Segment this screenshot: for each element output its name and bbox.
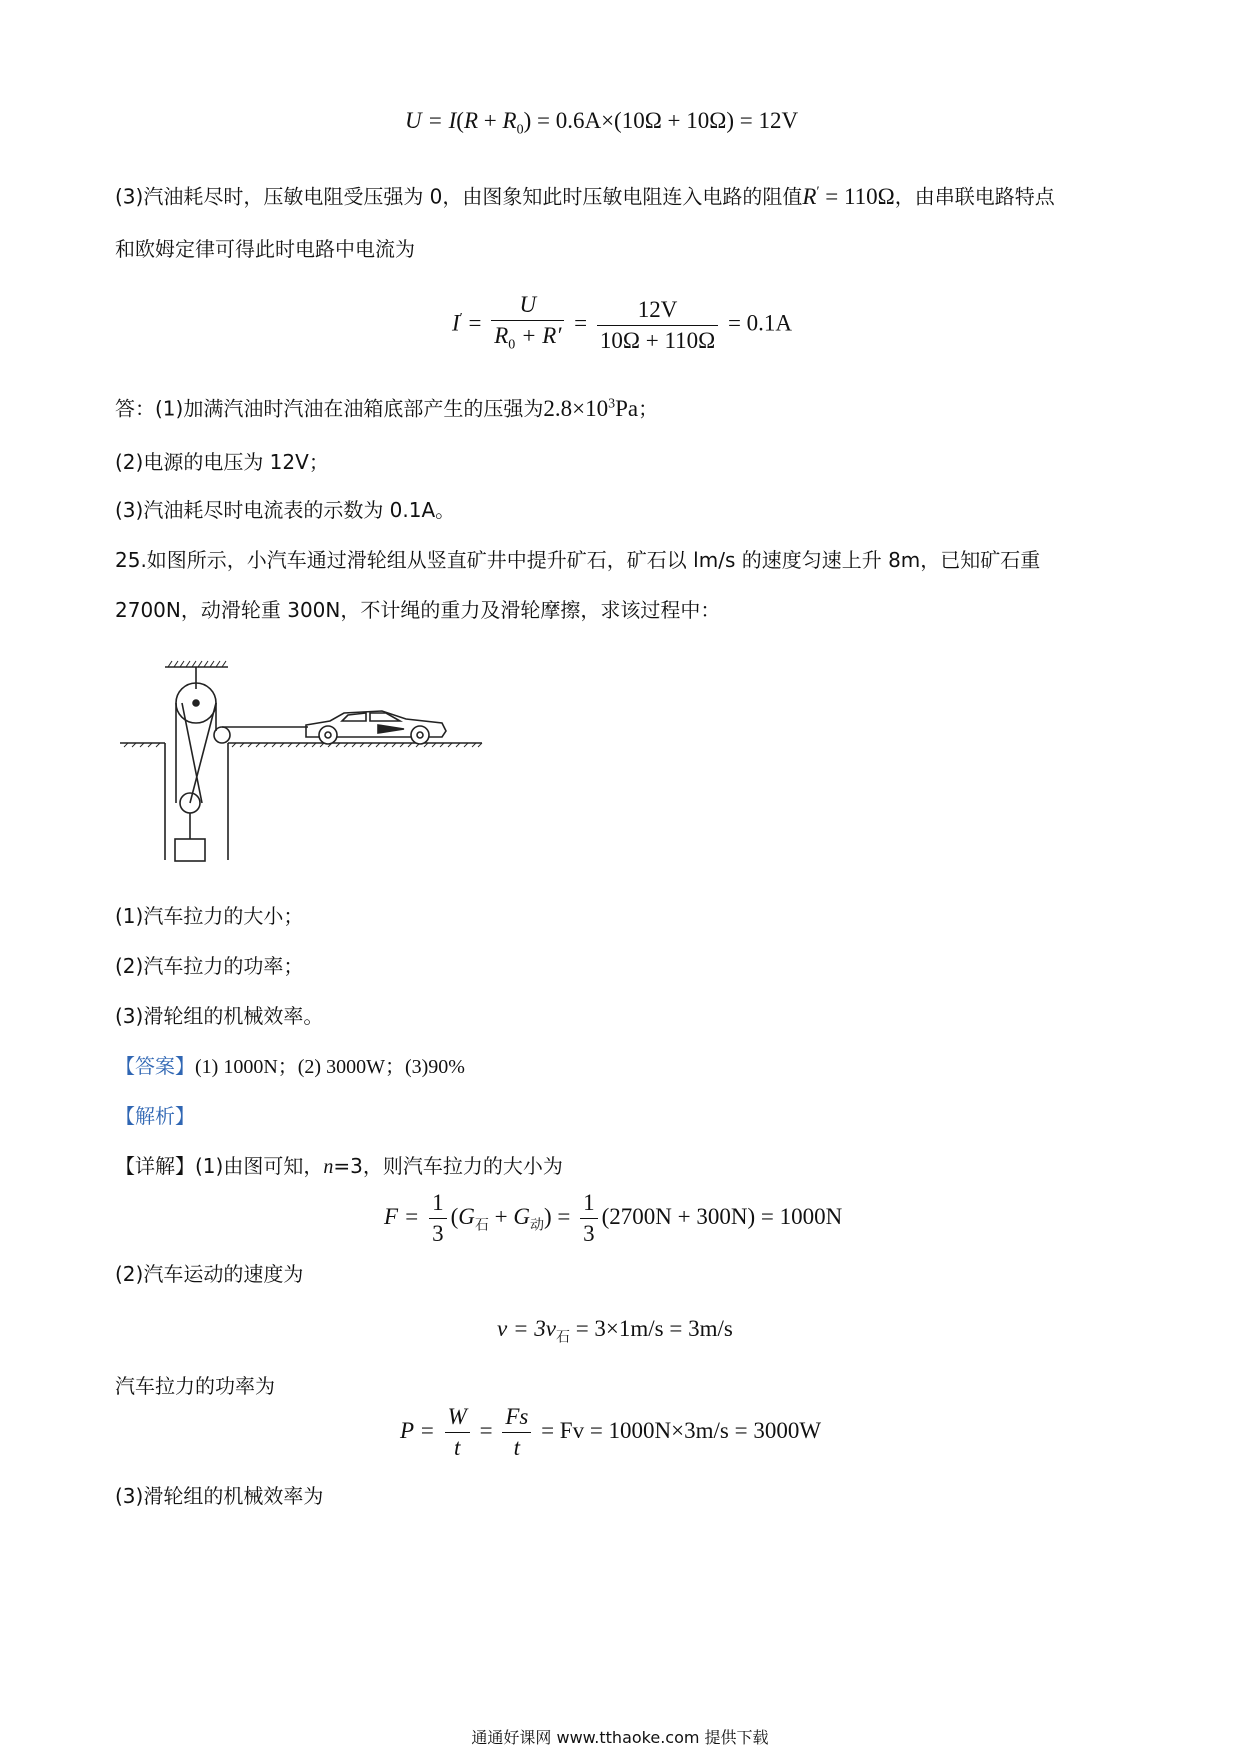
eq-text: =: [551, 1203, 577, 1229]
eq-text: = Fv = 1000N×3m/s = 3000W: [535, 1417, 822, 1443]
paragraph-text: 和欧姆定律可得此时电路中电流为: [115, 237, 415, 261]
eq-text: U: [519, 292, 537, 317]
eq-text: +: [488, 1203, 514, 1229]
eq-text: 动: [529, 1218, 544, 1234]
eq-text: ′: [816, 184, 820, 199]
eq-text: 石: [555, 1330, 570, 1346]
fraction: [502, 1402, 531, 1463]
eq-text: t: [454, 1435, 461, 1460]
paragraph-text: (3)汽油耗尽时，压敏电阻受压强为 0，由图象知此时压敏电阻连入电路的阻值: [115, 184, 803, 209]
equation-force: [384, 1188, 842, 1249]
eq-text: R: [502, 108, 517, 133]
eq-text: Fs: [505, 1404, 529, 1429]
eq-text: 3: [608, 396, 616, 411]
paragraph-3: [115, 178, 1055, 211]
paragraph-text: =3，则汽车拉力的大小为: [333, 1154, 563, 1178]
eq-text: R: [802, 183, 817, 209]
detail-line: [115, 1152, 563, 1181]
equation-power: [400, 1402, 821, 1463]
eq-text: 3: [432, 1221, 444, 1246]
eq-text: P =: [400, 1417, 441, 1443]
eq-text: Pa: [615, 395, 639, 421]
eq-text: R: [463, 108, 479, 133]
answer-line: [115, 1052, 465, 1081]
analysis-tag: 【解析】: [115, 1104, 195, 1128]
fraction: [580, 1188, 598, 1249]
fraction: [597, 295, 718, 356]
eq-text: G: [458, 1203, 475, 1229]
eq-text: v = 3: [497, 1316, 546, 1341]
eq-text: =: [462, 310, 488, 336]
eq-text: 1: [580, 1188, 598, 1219]
eq-text: 2.8×10: [543, 395, 609, 421]
answer-tag: 【答案】: [115, 1054, 195, 1078]
eq-text: 0: [516, 122, 524, 138]
paragraph-text: (1)由图可知，: [195, 1154, 324, 1178]
eq-text: G: [513, 1203, 530, 1229]
question-25-line2: 2700N，动滑轮重 300N，不计绳的重力及滑轮摩擦，求该过程中：: [115, 598, 721, 622]
eq-text: R: [494, 323, 509, 348]
answer-3: (3)汽油耗尽时电流表的示数为 0.1A。: [115, 498, 456, 522]
detail-tag: 【详解】: [115, 1154, 195, 1178]
eq-text: 12V: [597, 295, 718, 326]
equation-voltage: [405, 108, 798, 139]
eq-text: = 0.1A: [722, 310, 793, 336]
eq-text: = 110Ω: [819, 183, 895, 209]
paragraph-text: 答：(1)加满汽油时汽油在油箱底部产生的压强为: [115, 396, 544, 421]
eq-text: = 0.6A×(10Ω + 10Ω) = 12V: [531, 108, 799, 133]
eq-text: 3: [583, 1221, 595, 1246]
eq-text: t: [513, 1435, 520, 1460]
eq-text: n: [323, 1156, 334, 1178]
question-25-line1: 25.如图所示，小汽车通过滑轮组从竖直矿井中提升矿石，矿石以 lm/s 的速度匀速上升 8m，已知矿石重: [115, 548, 1041, 572]
eq-text: F =: [384, 1203, 426, 1229]
eq-text: 10Ω + 110Ω: [599, 327, 716, 353]
eq-text: =: [568, 310, 593, 336]
speed-label: (2)汽车运动的速度为: [115, 1262, 304, 1286]
eq-text: + R′: [515, 323, 562, 348]
eq-text: ′: [459, 310, 463, 326]
analysis-line: [115, 1102, 195, 1130]
power-label: 汽车拉力的功率为: [115, 1374, 275, 1398]
fraction: [445, 1402, 470, 1463]
eq-text: = 3×1m/s = 3m/s: [569, 1316, 733, 1341]
eq-text: +: [478, 108, 503, 133]
eq-text: 1: [429, 1188, 447, 1219]
question-25-sub2: (2)汽车拉力的功率；: [115, 954, 304, 978]
eq-text: =: [473, 1417, 499, 1443]
question-25-sub1: (1)汽车拉力的大小；: [115, 904, 304, 928]
pulley-car-figure: [120, 655, 500, 880]
answer-2: (2)电源的电压为 12V；: [115, 450, 329, 474]
equation-current: [452, 290, 792, 361]
fraction: [429, 1188, 447, 1249]
eq-text: U = I: [405, 108, 457, 133]
question-25-sub3: (3)滑轮组的机械效率。: [115, 1004, 324, 1028]
eq-text: 石: [474, 1218, 489, 1234]
eq-text: W: [447, 1404, 467, 1429]
answer-text: (1) 1000N；(2) 3000W；(3)90%: [195, 1056, 465, 1078]
eq-text: 0: [508, 337, 516, 353]
efficiency-label: (3)滑轮组的机械效率为: [115, 1484, 324, 1508]
eq-text: ): [523, 108, 532, 133]
fraction: [491, 290, 564, 361]
eq-text: (: [450, 1203, 459, 1229]
paragraph-text: ；: [638, 396, 659, 421]
paragraph-text: ，由串联电路特点: [894, 184, 1055, 209]
eq-text: ): [543, 1203, 552, 1229]
eq-text: (: [456, 108, 464, 133]
eq-text: (2700N + 300N) = 1000N: [601, 1203, 843, 1229]
equation-velocity: [497, 1316, 733, 1347]
eq-text: v: [545, 1316, 556, 1341]
paragraph-3-line2: [115, 235, 415, 263]
answer-1: [115, 390, 658, 423]
page-footer: 通通好课网 www.tthaoke.com 提供下载: [471, 1728, 769, 1747]
eq-text: I: [452, 310, 460, 336]
